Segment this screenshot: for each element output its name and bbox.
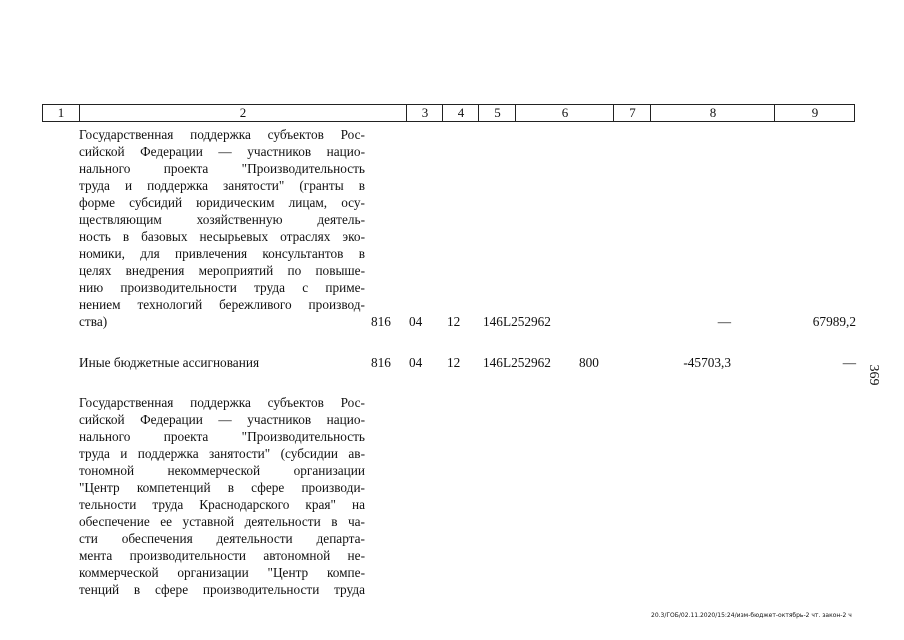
table-header-row (42, 104, 855, 122)
header-col-2: 2 (79, 105, 406, 121)
row3-line: труда и поддержка занятости" (субсидии ав- (79, 446, 365, 461)
row2-col4: 04 (409, 355, 423, 370)
row1-line: ность в базовых несырьевых отраслях эко- (79, 229, 365, 244)
header-col-5: 5 (478, 105, 516, 121)
row3-line: сийской Федерации — участников нацио- (79, 412, 365, 427)
row3-line: тенций в сфере производительности труда (79, 582, 365, 597)
row2-col7: 800 (579, 355, 599, 370)
row3-line: нального проекта "Производительность (79, 429, 365, 444)
row3-line: Государственная поддержка субъектов Рос- (79, 395, 365, 410)
header-col-6: 6 (515, 105, 614, 121)
row1-line: номики, для привлечения консультантов в (79, 246, 365, 261)
row1-line: сийской Федерации — участников нацио- (79, 144, 365, 159)
row3-line: тельности труда Краснодарского края" на (79, 497, 365, 512)
row2-col6: 146L252962 (483, 355, 551, 370)
page-number: 369 (866, 364, 881, 386)
row2-col8: -45703,3 (683, 355, 731, 370)
header-col-7: 7 (613, 105, 651, 121)
row3-line: обеспечение ее уставной деятельности в ча- (79, 514, 365, 529)
row1-col4: 04 (409, 314, 423, 329)
row1-col5: 12 (447, 314, 461, 329)
footer-stamp: 20.3/ГОБ/02.11.2020/15:24/изм-бюджет-октябрь-2 чт. закон-2 ч (651, 612, 852, 619)
row1-line: нением технологий бережливого производ- (79, 297, 365, 312)
row3-line: тономной некоммерческой организации (79, 463, 365, 478)
row2-description: Иные бюджетные ассигнования (79, 355, 260, 370)
row1-line: целях внедрения мероприятий по повыше- (79, 263, 365, 278)
row1-col8: — (717, 314, 731, 329)
header-col-9: 9 (774, 105, 855, 121)
row2-col5: 12 (447, 355, 461, 370)
header-col-1: 1 (57, 105, 65, 120)
row1-line: Государственная поддержка субъектов Рос- (79, 127, 365, 142)
row1-line: ства) (79, 314, 108, 329)
row1-line: форме субсидий юридическим лицам, осу- (79, 195, 365, 210)
row3-description (79, 394, 365, 598)
row1-col3: 816 (371, 314, 391, 329)
row3-line: "Центр компетенций в сфере производи- (79, 480, 365, 495)
header-col-3: 3 (406, 105, 443, 121)
row1-line: труда и поддержка занятости" (гранты в (79, 178, 365, 193)
row1-description (79, 126, 365, 330)
header-col-4: 4 (442, 105, 479, 121)
row1-line: нального проекта "Производительность (79, 161, 365, 176)
row1-col9: 67989,2 (812, 314, 856, 329)
row2-col3: 816 (371, 355, 391, 370)
row1-line: нию производительности труда с приме- (79, 280, 365, 295)
row1-col6: 146L252962 (483, 314, 551, 329)
header-col-8: 8 (650, 105, 775, 121)
row3-line: коммерческой организации "Центр компе- (79, 565, 365, 580)
row3-line: сти обеспечения деятельности департа- (79, 531, 365, 546)
row2-col9: — (842, 355, 856, 370)
row3-line: мента производительности автономной не- (79, 548, 365, 563)
row1-line: ществляющим хозяйственную деятель- (79, 212, 365, 227)
